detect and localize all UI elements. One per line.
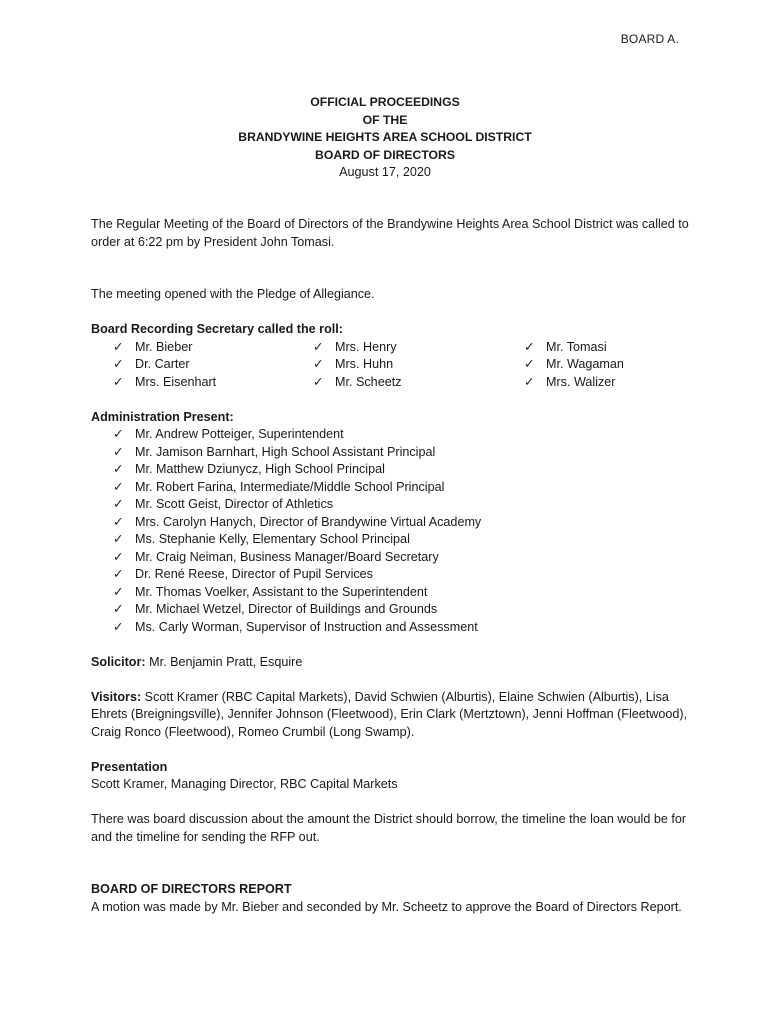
- document-header: [0, 94, 770, 182]
- check-icon: ✓: [113, 339, 124, 354]
- roll-item: ✓ Mr. Wagaman: [524, 356, 624, 374]
- check-icon: ✓: [113, 584, 124, 599]
- header-line-2: OF THE: [362, 112, 408, 127]
- roll-item: ✓ Mrs. Walizer: [524, 374, 624, 392]
- header-line-1: OFFICIAL PROCEEDINGS: [310, 95, 460, 109]
- roll-item: ✓ Mr. Scheetz: [313, 374, 524, 392]
- check-icon: ✓: [113, 374, 124, 389]
- list-item: ✓ Dr. René Reese, Director of Pupil Services: [113, 566, 701, 584]
- board-label: BOARD A.: [620, 32, 679, 46]
- visitors-paragraph: [91, 689, 701, 742]
- roll-item: ✓ Mrs. Henry: [313, 339, 524, 357]
- solicitor-label: Solicitor:: [91, 654, 146, 669]
- roll-item: ✓ Mrs. Huhn: [313, 356, 524, 374]
- check-icon: ✓: [113, 514, 124, 529]
- list-item: ✓ Mr. Craig Neiman, Business Manager/Board Secretary: [113, 549, 701, 567]
- header-line-4: BOARD OF DIRECTORS: [315, 147, 455, 162]
- list-item: ✓ Mr. Andrew Potteiger, Superintendent: [113, 426, 701, 444]
- list-item: ✓ Mr. Robert Farina, Intermediate/Middle School Principal: [113, 479, 701, 497]
- check-icon: ✓: [113, 497, 124, 511]
- roll-item: ✓ Mrs. Eisenhart: [113, 374, 313, 392]
- roll-call-columns: [91, 339, 701, 392]
- check-icon: ✓: [113, 567, 124, 581]
- report-heading: BOARD OF DIRECTORS REPORT: [91, 882, 292, 896]
- list-item: ✓ Mr. Scott Geist, Director of Athletics: [113, 496, 701, 514]
- visitors-label: Visitors:: [91, 689, 142, 704]
- presentation-section: [91, 759, 701, 847]
- check-icon: ✓: [113, 427, 124, 441]
- visitors-text: Scott Kramer (RBC Capital Markets), David Schwien (Alburtis), Elaine Schwien (Alburtis), Lisa Ehrets (Breigningsville), Jennifer Johnson (Fleetwood), Erin Clark (Mertztown), Jenni Hoffman (Fleetwood), Craig Ronco (Fleetwood), Romeo Crumbil (Long Swamp).: [91, 689, 688, 739]
- administration-heading: Administration Present:: [91, 409, 234, 424]
- document-body: [91, 216, 701, 916]
- check-icon: ✓: [313, 374, 324, 389]
- check-icon: ✓: [113, 619, 124, 634]
- check-icon: ✓: [113, 532, 124, 546]
- solicitor-line: [91, 654, 701, 672]
- list-item: ✓ Mr. Matthew Dziunycz, High School Principal: [113, 461, 701, 479]
- report-paragraph: A motion was made by Mr. Bieber and seconded by Mr. Scheetz to approve the Board of Directors Report.: [91, 899, 682, 914]
- list-item: ✓ Ms. Stephanie Kelly, Elementary School Principal: [113, 531, 701, 549]
- roll-call-heading: Board Recording Secretary called the roll:: [91, 322, 343, 336]
- roll-call-section: [91, 321, 701, 391]
- list-item: ✓ Mr. Jamison Barnhart, High School Assistant Principal: [113, 444, 701, 462]
- roll-column-2: [313, 339, 524, 392]
- solicitor-name: Mr. Benjamin Pratt, Esquire: [145, 654, 303, 669]
- check-icon: ✓: [113, 444, 124, 459]
- presenter-line: Scott Kramer, Managing Director, RBC Capital Markets: [91, 777, 398, 791]
- list-item: ✓ Ms. Carly Worman, Supervisor of Instruction and Assessment: [113, 619, 701, 637]
- list-item: ✓ Mrs. Carolyn Hanych, Director of Brandywine Virtual Academy: [113, 514, 701, 532]
- roll-item: ✓ Mr. Tomasi: [524, 339, 624, 357]
- roll-column-3: [524, 339, 624, 392]
- administration-list: [91, 426, 701, 636]
- intro-paragraph: The Regular Meeting of the Board of Directors of the Brandywine Heights Area School District was called to order at 6:22 pm by President John Tomasi.: [91, 217, 689, 249]
- check-icon: ✓: [113, 549, 124, 564]
- roll-column-1: [113, 339, 313, 392]
- check-icon: ✓: [113, 602, 124, 616]
- meeting-date: August 17, 2020: [339, 165, 431, 179]
- roll-item: ✓ Dr. Carter: [113, 356, 313, 374]
- check-icon: ✓: [313, 339, 324, 354]
- check-icon: ✓: [113, 462, 124, 476]
- list-item: ✓ Mr. Michael Wetzel, Director of Buildings and Grounds: [113, 601, 701, 619]
- discussion-paragraph: There was board discussion about the amount the District should borrow, the timeline the loan would be for and the timeline for sending the RFP out.: [91, 812, 687, 844]
- roll-item: ✓ Mr. Bieber: [113, 339, 313, 357]
- check-icon: ✓: [524, 374, 535, 389]
- report-section: [91, 881, 701, 916]
- pledge-paragraph: The meeting opened with the Pledge of Allegiance.: [91, 287, 375, 301]
- administration-section: [91, 409, 701, 637]
- check-icon: ✓: [524, 339, 535, 354]
- header-line-3: BRANDYWINE HEIGHTS AREA SCHOOL DISTRICT: [238, 130, 532, 144]
- check-icon: ✓: [113, 357, 124, 371]
- check-icon: ✓: [524, 357, 535, 371]
- check-icon: ✓: [313, 357, 324, 371]
- check-icon: ✓: [113, 479, 124, 494]
- presentation-heading: Presentation: [91, 759, 168, 774]
- list-item: ✓ Mr. Thomas Voelker, Assistant to the Superintendent: [113, 584, 701, 602]
